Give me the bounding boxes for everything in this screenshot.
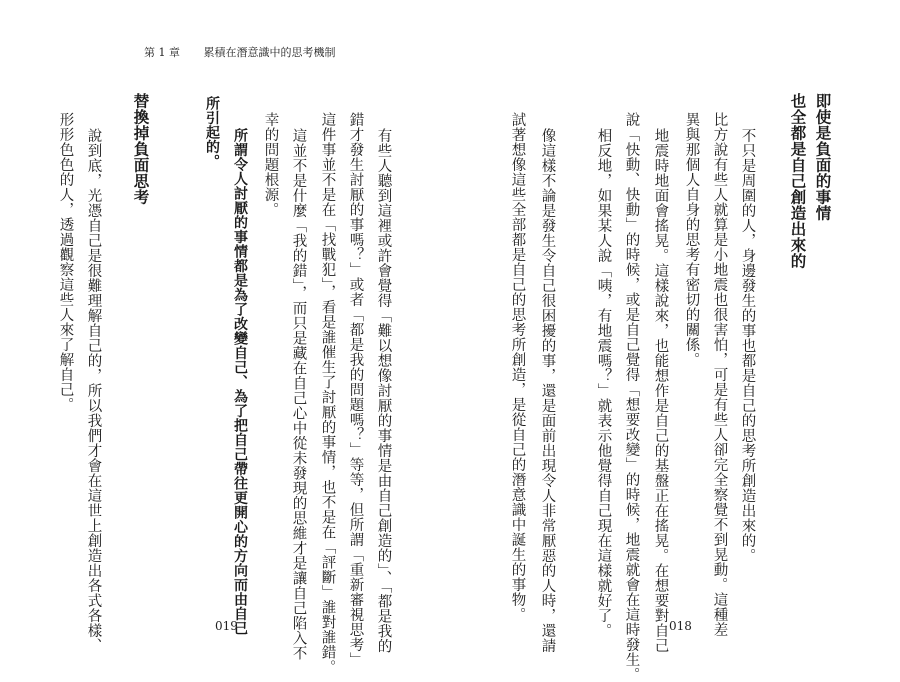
right-body-line-5: 說「快動、快動」的時候，或是自己覺得「想要改變」的時候，地震就會在這時發生。 (623, 112, 640, 682)
left-bold-line-2: 所引起的。 (204, 96, 220, 169)
left-bold-line-1: 所謂令人討厭的事情都是為了改變自己、為了把自己帶往更開心的方向而由自己 (232, 128, 248, 636)
chapter-title: 累積在潛意識中的思考機制 (203, 46, 336, 59)
right-body-line-8: 試著想像這些全部都是自己的思考所創造，是從自己的潛意識中誕生的事物。 (509, 112, 526, 622)
left-section-heading: 替換掉負面思考 (131, 93, 150, 205)
left-body-line-4: 這並不是什麼「我的錯」，而只是藏在自己心中從未發現的思維才是讓自己陷入不 (290, 128, 307, 661)
running-header (144, 44, 336, 60)
page-gutter (449, 0, 450, 661)
left-body-line-1: 有些人聽到這裡或許會覺得「難以想像討厭的事情是由自己創造的」、「都是我的 (375, 128, 392, 654)
left-body-line-2: 錯才發生討厭的事嗎？」或者「都是我的問題嗎？」等等，但所謂「重新審視思考」 (347, 112, 364, 667)
right-body-line-6: 相反地，如果某人說「咦，有地震嗎？」就表示他覺得自己現在這樣就好了。 (595, 128, 612, 638)
page-number-left: 019 (215, 619, 238, 633)
chapter-label: 第 1 章 (144, 46, 180, 59)
left-body-line-5: 幸的問題根源。 (262, 112, 279, 217)
right-body-line-3: 異與那個人自身的思考有密切的關係。 (683, 112, 700, 367)
left-body-line-3: 這件事並不是在「找戰犯」，看是誰催生了討厭的事情，也不是在「評斷」誰對誰錯。 (319, 112, 336, 675)
right-heading-line-1: 即使是負面的事情 (813, 93, 832, 221)
right-body-line-2: 比方說有些人就算是小地震也很害怕，可是有些人卻完全察覺不到晃動。這種差 (711, 112, 728, 637)
right-body-line-1: 不只是周圍的人，身邊發生的事也都是自己的思考所創造出來的。 (739, 128, 756, 563)
right-body-line-7: 像這樣不論是發生令自己很困擾的事，還是面前出現令人非常厭惡的人時，還請 (539, 128, 556, 653)
page-number-right: 018 (669, 619, 692, 633)
right-body-line-4: 地震時地面會搖晃。這樣說來，也能想作是自己的基盤正在搖晃。在想要對自己 (652, 128, 669, 653)
left-body-line-6: 說到底，光憑自己是很難理解自己的，所以我們才會在這世上創造出各式各樣、 (85, 128, 102, 653)
left-body-line-7: 形形色色的人，透過觀察這些人來了解自己。 (57, 112, 74, 412)
right-heading-line-2: 也全都是自己創造出來的 (788, 93, 807, 269)
